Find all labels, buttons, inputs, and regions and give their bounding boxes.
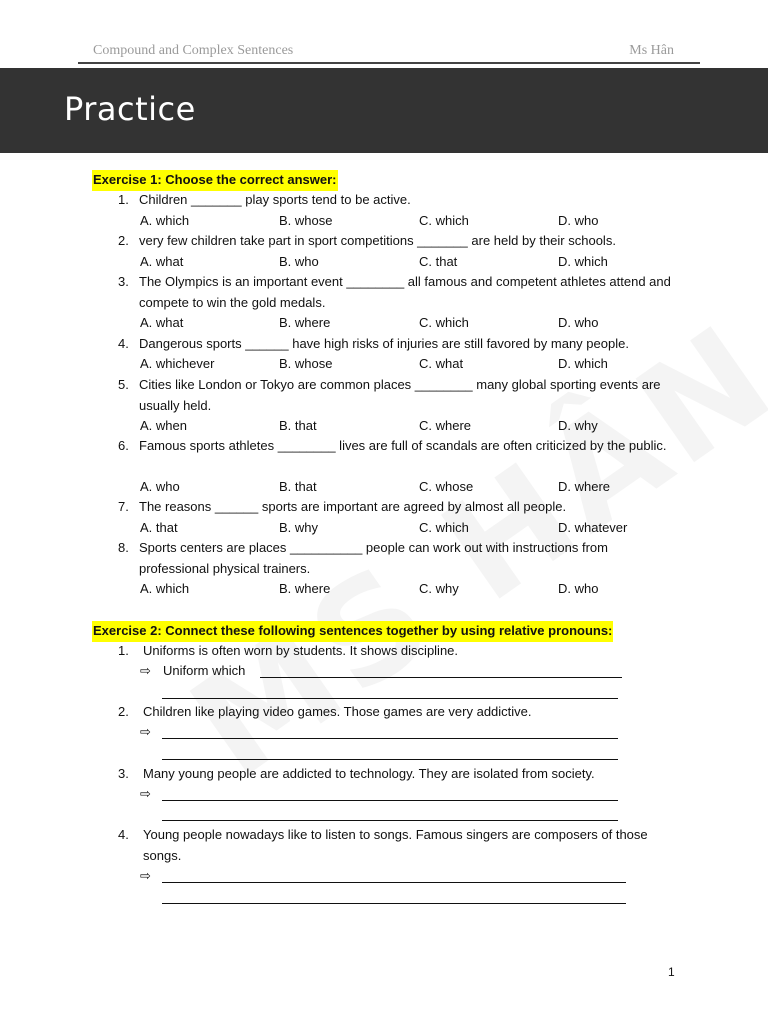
- option-c[interactable]: C. that: [419, 254, 458, 269]
- question-3-options: [140, 313, 660, 333]
- question-5-options: [140, 416, 660, 436]
- option-c[interactable]: C. what: [419, 356, 464, 371]
- option-a[interactable]: A. what: [140, 254, 184, 269]
- question-number: 7.: [118, 499, 129, 514]
- question-number: 3.: [118, 274, 129, 289]
- question-2-options: [140, 252, 660, 272]
- answer-line[interactable]: [162, 698, 618, 699]
- option-a[interactable]: A. when: [140, 418, 187, 433]
- option-d[interactable]: D. whatever: [558, 520, 628, 535]
- question-number: 5.: [118, 377, 129, 392]
- question-number: 2.: [118, 233, 129, 248]
- page-number: 1: [668, 965, 675, 979]
- option-a[interactable]: A. which: [140, 581, 190, 596]
- option-a[interactable]: A. who: [140, 479, 180, 494]
- option-d[interactable]: D. where: [558, 479, 611, 494]
- answer-line[interactable]: [260, 677, 622, 678]
- option-b[interactable]: B. whose: [279, 213, 333, 228]
- answer-line[interactable]: [162, 738, 618, 739]
- question-text: very few children take part in sport competitions _______ are held by their schools.: [139, 233, 616, 248]
- option-c[interactable]: C. which: [419, 213, 469, 228]
- option-b[interactable]: B. that: [279, 418, 317, 433]
- arrow-icon: ⇨: [140, 663, 151, 678]
- question-number: 6.: [118, 438, 129, 453]
- question-text: Many young people are addicted to technology. They are isolated from society.: [143, 766, 595, 781]
- question-4-options: [140, 354, 660, 374]
- answer-line[interactable]: [162, 820, 618, 821]
- arrow-icon: ⇨: [140, 786, 151, 801]
- question-text: Cities like London or Tokyo are common places ________ many global sporting events are usually held.: [139, 377, 661, 413]
- option-d[interactable]: D. who: [558, 581, 599, 596]
- question-text: Uniforms is often worn by students. It shows discipline.: [143, 643, 459, 658]
- option-b[interactable]: B. whose: [279, 356, 333, 371]
- option-b[interactable]: B. why: [279, 520, 319, 535]
- question-text: Children like playing video games. Those games are very addictive.: [143, 704, 532, 719]
- question-text: Sports centers are places __________ people can work out with instructions from professional physical trainers.: [139, 540, 608, 576]
- question-number: 8.: [118, 540, 129, 555]
- question-number: 1.: [118, 643, 129, 658]
- answer-line[interactable]: [162, 882, 626, 883]
- header-rule: [78, 62, 700, 64]
- question-text: Dangerous sports ______ have high risks of injuries are still favored by many people.: [139, 336, 629, 351]
- option-a[interactable]: A. whichever: [140, 356, 215, 371]
- question-number: 4.: [118, 827, 129, 842]
- option-b[interactable]: B. where: [279, 315, 331, 330]
- answer-line[interactable]: [162, 903, 626, 904]
- question-8-options: [140, 579, 660, 599]
- answer-line[interactable]: [162, 759, 618, 760]
- option-d[interactable]: D. why: [558, 418, 598, 433]
- option-d[interactable]: D. which: [558, 356, 608, 371]
- arrow-icon: ⇨: [140, 868, 151, 883]
- option-a[interactable]: A. which: [140, 213, 190, 228]
- option-a[interactable]: A. that: [140, 520, 178, 535]
- question-number: 4.: [118, 336, 129, 351]
- option-c[interactable]: C. which: [419, 315, 469, 330]
- option-c[interactable]: C. whose: [419, 479, 474, 494]
- header-right-text: Ms Hân: [629, 43, 674, 58]
- question-number: 1.: [118, 192, 129, 207]
- question-7-options: [140, 518, 660, 538]
- option-c[interactable]: C. why: [419, 581, 459, 596]
- page-header: [78, 40, 700, 64]
- question-number: 3.: [118, 766, 129, 781]
- answer-prefix: Uniform which: [163, 663, 246, 678]
- question-text: Young people nowadays like to listen to songs. Famous singers are composers of those songs.: [143, 827, 648, 863]
- question-text: The reasons ______ sports are important are agreed by almost all people.: [139, 499, 567, 514]
- question-number: 2.: [118, 704, 129, 719]
- exercise-1-title: Exercise 1: Choose the correct answer:: [92, 170, 338, 191]
- banner-title: Practice: [64, 90, 196, 128]
- question-text: Famous sports athletes ________ lives are full of scandals are often criticized by the public.: [139, 438, 667, 453]
- option-d[interactable]: D. who: [558, 315, 599, 330]
- question-text: The Olympics is an important event ________ all famous and competent athletes attend and compete to win the gold medals.: [139, 274, 671, 310]
- question-6-options: [140, 477, 660, 497]
- arrow-icon: ⇨: [140, 724, 151, 739]
- title-banner: [0, 68, 768, 153]
- option-d[interactable]: D. which: [558, 254, 608, 269]
- option-c[interactable]: C. where: [419, 418, 472, 433]
- exercise-2-title: Exercise 2: Connect these following sentences together by using relative pronouns:: [92, 621, 613, 642]
- option-d[interactable]: D. who: [558, 213, 599, 228]
- question-1-options: [140, 211, 660, 231]
- option-b[interactable]: B. where: [279, 581, 331, 596]
- option-a[interactable]: A. what: [140, 315, 184, 330]
- option-c[interactable]: C. which: [419, 520, 469, 535]
- answer-line[interactable]: [162, 800, 618, 801]
- question-text: Children _______ play sports tend to be active.: [139, 192, 411, 207]
- option-b[interactable]: B. who: [279, 254, 319, 269]
- header-left-text: Compound and Complex Sentences: [93, 43, 294, 58]
- option-b[interactable]: B. that: [279, 479, 317, 494]
